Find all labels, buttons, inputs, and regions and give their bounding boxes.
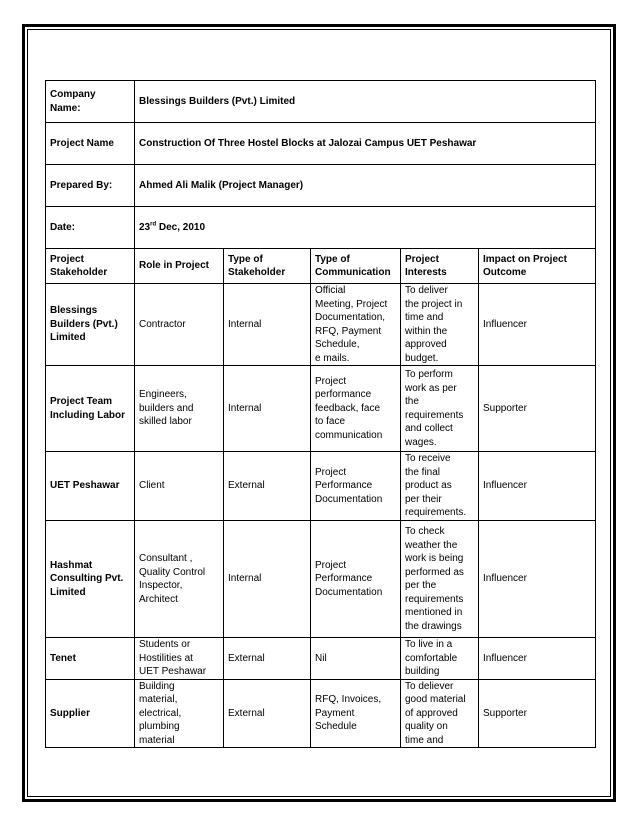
interests-cell: To perform work as per the requirements and collect wages. bbox=[401, 366, 479, 452]
table-row bbox=[46, 284, 596, 366]
stakeholder-cell: Tenet bbox=[46, 638, 135, 680]
impact-cell: Supporter bbox=[479, 679, 596, 748]
stakeholder-cell: Blessings Builders (Pvt.) Limited bbox=[46, 284, 135, 366]
header-role: Role in Project bbox=[135, 249, 224, 284]
role-cell: Building material, electrical, plumbing material bbox=[135, 679, 224, 748]
stakeholder-cell: Hashmat Consulting Pvt. Limited bbox=[46, 521, 135, 638]
interests-cell: To deliever good material of approved quality on time and bbox=[401, 679, 479, 748]
table-row bbox=[46, 366, 596, 452]
interests-cell: To receive the final product as per their requirements. bbox=[401, 452, 479, 521]
company-row bbox=[46, 81, 596, 123]
communication-cell: Nil bbox=[311, 638, 401, 680]
date-label: Date: bbox=[46, 207, 135, 249]
communication-cell: Project Performance Documentation bbox=[311, 452, 401, 521]
table-row bbox=[46, 452, 596, 521]
impact-cell: Influencer bbox=[479, 638, 596, 680]
header-stakeholder: Project Stakeholder bbox=[46, 249, 135, 284]
type-cell: External bbox=[224, 452, 311, 521]
project-label: Project Name bbox=[46, 123, 135, 165]
impact-cell: Influencer bbox=[479, 521, 596, 638]
project-value: Construction Of Three Hostel Blocks at Jalozai Campus UET Peshawar bbox=[135, 123, 596, 165]
communication-cell: Official Meeting, Project Documentation, RFQ, Payment Schedule, e mails. bbox=[311, 284, 401, 366]
role-cell: Contractor bbox=[135, 284, 224, 366]
impact-cell: Influencer bbox=[479, 284, 596, 366]
role-cell: Client bbox=[135, 452, 224, 521]
header-impact: Impact on Project Outcome bbox=[479, 249, 596, 284]
type-cell: Internal bbox=[224, 521, 311, 638]
table-row bbox=[46, 521, 596, 638]
header-communication: Type of Communication bbox=[311, 249, 401, 284]
table-row bbox=[46, 679, 596, 748]
type-cell: Internal bbox=[224, 366, 311, 452]
role-cell: Students or Hostilities at UET Peshawar bbox=[135, 638, 224, 680]
prepared-by-value: Ahmed Ali Malik (Project Manager) bbox=[135, 165, 596, 207]
type-cell: External bbox=[224, 638, 311, 680]
stakeholder-table bbox=[45, 80, 596, 748]
stakeholder-cell: UET Peshawar bbox=[46, 452, 135, 521]
table-row bbox=[46, 638, 596, 680]
header-type: Type of Stakeholder bbox=[224, 249, 311, 284]
date-value: 23rd Dec, 2010 bbox=[135, 207, 596, 249]
type-cell: Internal bbox=[224, 284, 311, 366]
impact-cell: Influencer bbox=[479, 452, 596, 521]
communication-cell: Project Performance Documentation bbox=[311, 521, 401, 638]
prepared-by-row bbox=[46, 165, 596, 207]
table-header-row bbox=[46, 249, 596, 284]
company-label: Company Name: bbox=[46, 81, 135, 123]
stakeholder-cell: Project Team Including Labor bbox=[46, 366, 135, 452]
header-interests: Project Interests bbox=[401, 249, 479, 284]
type-cell: External bbox=[224, 679, 311, 748]
stakeholder-cell: Supplier bbox=[46, 679, 135, 748]
communication-cell: RFQ, Invoices, Payment Schedule bbox=[311, 679, 401, 748]
role-cell: Engineers, builders and skilled labor bbox=[135, 366, 224, 452]
interests-cell: To check weather the work is being performed as per the requirements mentioned in the drawings bbox=[401, 521, 479, 638]
project-row bbox=[46, 123, 596, 165]
impact-cell: Supporter bbox=[479, 366, 596, 452]
date-row bbox=[46, 207, 596, 249]
company-value: Blessings Builders (Pvt.) Limited bbox=[135, 81, 596, 123]
communication-cell: Project performance feedback, face to face communication bbox=[311, 366, 401, 452]
role-cell: Consultant , Quality Control Inspector, Architect bbox=[135, 521, 224, 638]
interests-cell: To deliver the project in time and within the approved budget. bbox=[401, 284, 479, 366]
interests-cell: To live in a comfortable building bbox=[401, 638, 479, 680]
prepared-by-label: Prepared By: bbox=[46, 165, 135, 207]
